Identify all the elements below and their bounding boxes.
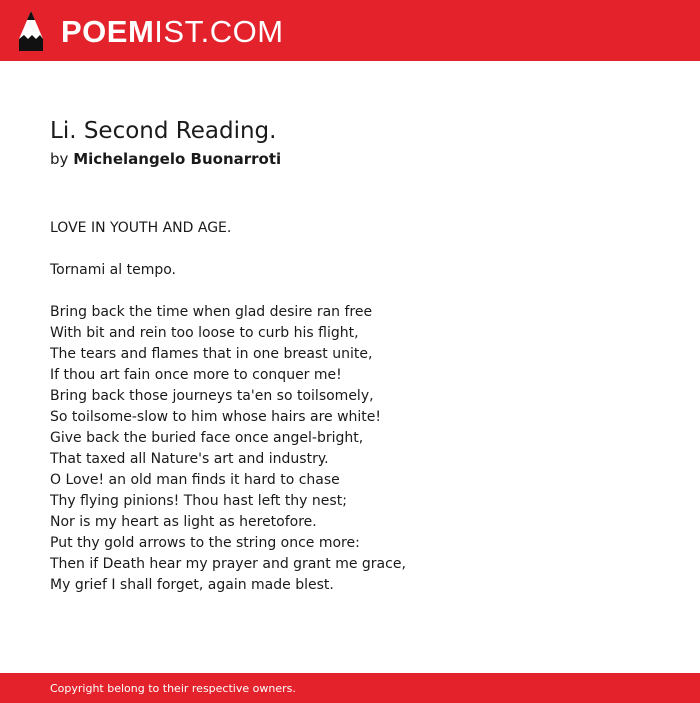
author-name[interactable]: Michelangelo Buonarroti	[73, 150, 282, 168]
stanza-gap	[50, 281, 670, 302]
poem-line: O Love! an old man finds it hard to chase	[50, 472, 340, 488]
poem-line: So toilsome-slow to him whose hairs are white!	[50, 409, 382, 425]
site-footer	[0, 673, 700, 703]
pencil-tip-icon	[18, 10, 44, 52]
poem-line: If thou art fain once more to conquer me!	[50, 367, 342, 383]
poem-line: Nor is my heart as light as heretofore.	[50, 514, 317, 530]
poem-line: Then if Death hear my prayer and grant me grace,	[50, 556, 406, 572]
copyright-notice: Copyright belong to their respective owners.	[50, 682, 296, 695]
poem-line: Give back the buried face once angel-bright,	[50, 430, 364, 446]
poem-line: With bit and rein too loose to curb his flight,	[50, 325, 359, 341]
logo-wordmark-bold: POEM	[61, 13, 155, 49]
stanza-gap	[50, 239, 670, 260]
poem-title: Li. Second Reading.	[50, 118, 277, 144]
poem-line: Thy flying pinions! Thou hast left thy nest;	[50, 493, 347, 509]
poem-line: Bring back the time when glad desire ran free	[50, 304, 373, 320]
poem-line: My grief I shall forget, again made blest.	[50, 577, 334, 593]
poem-subtitle: LOVE IN YOUTH AND AGE.	[50, 220, 232, 236]
by-label: by	[50, 150, 69, 168]
site-header	[0, 0, 700, 61]
poem-body	[50, 218, 670, 596]
poem-line: Put thy gold arrows to the string once more:	[50, 535, 360, 551]
poem-epigraph: Tornami al tempo.	[50, 262, 176, 278]
logo-wordmark-light: IST.COM	[154, 13, 284, 49]
poem-line: That taxed all Nature's art and industry.	[50, 451, 329, 467]
poem-line: The tears and flames that in one breast unite,	[50, 346, 373, 362]
logo-wordmark	[61, 13, 284, 49]
poem-byline	[50, 148, 281, 170]
site-logo[interactable]	[18, 8, 284, 54]
poem-line: Bring back those journeys ta'en so toilsomely,	[50, 388, 374, 404]
